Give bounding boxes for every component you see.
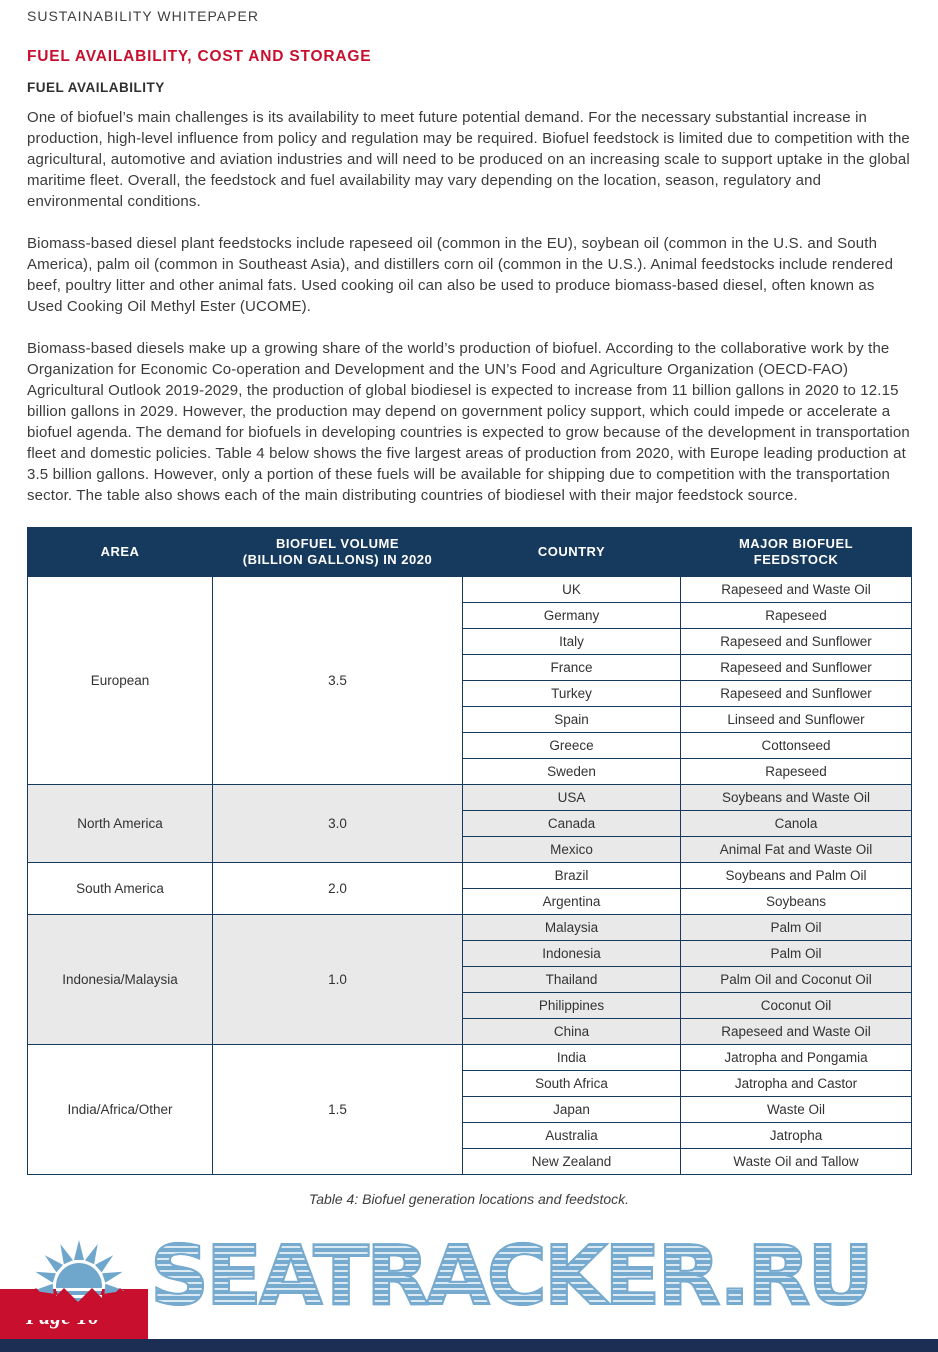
feedstock-cell: Rapeseed and Sunflower bbox=[681, 629, 912, 655]
feedstock-cell: Palm Oil bbox=[681, 941, 912, 967]
country-cell: Argentina bbox=[463, 889, 681, 915]
country-cell: India bbox=[463, 1045, 681, 1071]
document-header: SUSTAINABILITY WHITEPAPER bbox=[27, 8, 259, 24]
watermark: SEATRACKER.RU bbox=[150, 1229, 871, 1324]
table-row bbox=[28, 577, 912, 603]
country-cell: China bbox=[463, 1019, 681, 1045]
column-header: BIOFUEL VOLUME (BILLION GALLONS) IN 2020 bbox=[213, 528, 463, 577]
country-cell: South Africa bbox=[463, 1071, 681, 1097]
volume-cell: 1.5 bbox=[213, 1045, 463, 1175]
subsection-title: FUEL AVAILABILITY bbox=[27, 80, 165, 95]
paragraph-2: Biomass-based diesel plant feedstocks include rapeseed oil (common in the EU), soybean oil (common in the U.S. and South America), palm oil (common in Southeast Asia), and distillers corn oil (common in the U.S.). Animal feedstocks include rendered beef, poultry litter and other animal fats. Used cooking oil can also be used to produce biomass-based diesel, often known as Used Cooking Oil Methyl Ester (UCOME). bbox=[27, 235, 894, 315]
volume-cell: 3.0 bbox=[213, 785, 463, 863]
paragraph-3: Biomass-based diesels make up a growing share of the world’s production of biofuel. According to the collaborative work by the Organization for Economic Co-operation and Development and the UN’s Food and Agriculture Organization (OECD-FAO) Agricultural Outlook 2019-2029, the production of global biodiesel is expected to increase from 11 billion gallons in 2020 to 12.15 billion gallons in 2029. However, the production may depend on government policy support, which could impede or accelerate a biofuel agenda. The demand for biofuels in developing countries is expected to grow because of the development in transportation fleet and domestic policies. Table 4 below shows the five largest areas of production from 2020, with Europe leading production at 3.5 billion gallons. However, only a portion of these fuels will be available for shipping due to competition with the transportation sector. The table also shows each of the main distributing countries of biodiesel with their major feedstock source. bbox=[27, 340, 910, 504]
country-cell: Malaysia bbox=[463, 915, 681, 941]
country-cell: New Zealand bbox=[463, 1149, 681, 1175]
country-cell: France bbox=[463, 655, 681, 681]
country-cell: Canada bbox=[463, 811, 681, 837]
table-row bbox=[28, 785, 912, 811]
country-cell: Mexico bbox=[463, 837, 681, 863]
country-cell: Philippines bbox=[463, 993, 681, 1019]
area-cell: South America bbox=[28, 863, 213, 915]
feedstock-cell: Coconut Oil bbox=[681, 993, 912, 1019]
country-cell: Greece bbox=[463, 733, 681, 759]
section-title: FUEL AVAILABILITY, COST AND STORAGE bbox=[27, 48, 372, 65]
feedstock-cell: Palm Oil and Coconut Oil bbox=[681, 967, 912, 993]
feedstock-cell: Rapeseed and Sunflower bbox=[681, 655, 912, 681]
feedstock-cell: Rapeseed and Waste Oil bbox=[681, 577, 912, 603]
country-cell: Turkey bbox=[463, 681, 681, 707]
feedstock-cell: Animal Fat and Waste Oil bbox=[681, 837, 912, 863]
feedstock-cell: Rapeseed and Waste Oil bbox=[681, 1019, 912, 1045]
volume-cell: 2.0 bbox=[213, 863, 463, 915]
feedstock-cell: Waste Oil and Tallow bbox=[681, 1149, 912, 1175]
country-cell: Indonesia bbox=[463, 941, 681, 967]
feedstock-cell: Waste Oil bbox=[681, 1097, 912, 1123]
column-header: COUNTRY bbox=[463, 528, 681, 577]
feedstock-cell: Rapeseed bbox=[681, 603, 912, 629]
table-row bbox=[28, 1045, 912, 1071]
country-cell: Japan bbox=[463, 1097, 681, 1123]
country-cell: USA bbox=[463, 785, 681, 811]
volume-cell: 1.0 bbox=[213, 915, 463, 1045]
table-header-row bbox=[28, 528, 912, 577]
feedstock-cell: Jatropha and Pongamia bbox=[681, 1045, 912, 1071]
table-row bbox=[28, 863, 912, 889]
feedstock-cell: Palm Oil bbox=[681, 915, 912, 941]
feedstock-cell: Rapeseed and Sunflower bbox=[681, 681, 912, 707]
country-cell: Australia bbox=[463, 1123, 681, 1149]
column-header: AREA bbox=[28, 528, 213, 577]
country-cell: Sweden bbox=[463, 759, 681, 785]
feedstock-cell: Linseed and Sunflower bbox=[681, 707, 912, 733]
feedstock-cell: Soybeans bbox=[681, 889, 912, 915]
feedstock-cell: Cottonseed bbox=[681, 733, 912, 759]
area-cell: Indonesia/Malaysia bbox=[28, 915, 213, 1045]
paragraph-1: One of biofuel’s main challenges is its availability to meet future potential demand. For the necessary substantial increase in production, high-level influence from policy and regulation may be required. Biofuel feedstock is limited due to competition with the agricultural, automotive and aviation industries and will need to be produced on an increasing scale to support uptake in the global maritime fleet. Overall, the feedstock and fuel availability may vary depending on the location, season, regulatory and environmental conditions. bbox=[27, 109, 910, 210]
footer-bar bbox=[0, 1339, 938, 1352]
feedstock-cell: Soybeans and Palm Oil bbox=[681, 863, 912, 889]
biofuel-table bbox=[27, 527, 912, 1175]
feedstock-cell: Rapeseed bbox=[681, 759, 912, 785]
volume-cell: 3.5 bbox=[213, 577, 463, 785]
country-cell: Brazil bbox=[463, 863, 681, 889]
table-caption: Table 4: Biofuel generation locations and feedstock. bbox=[308, 1191, 630, 1207]
country-cell: UK bbox=[463, 577, 681, 603]
country-cell: Germany bbox=[463, 603, 681, 629]
table-row bbox=[28, 915, 912, 941]
column-header: MAJOR BIOFUEL FEEDSTOCK bbox=[681, 528, 912, 577]
country-cell: Thailand bbox=[463, 967, 681, 993]
feedstock-cell: Canola bbox=[681, 811, 912, 837]
feedstock-cell: Jatropha and Castor bbox=[681, 1071, 912, 1097]
area-cell: North America bbox=[28, 785, 213, 863]
sun-logo-icon bbox=[4, 1228, 154, 1333]
area-cell: European bbox=[28, 577, 213, 785]
country-cell: Spain bbox=[463, 707, 681, 733]
country-cell: Italy bbox=[463, 629, 681, 655]
area-cell: India/Africa/Other bbox=[28, 1045, 213, 1175]
feedstock-cell: Jatropha bbox=[681, 1123, 912, 1149]
feedstock-cell: Soybeans and Waste Oil bbox=[681, 785, 912, 811]
